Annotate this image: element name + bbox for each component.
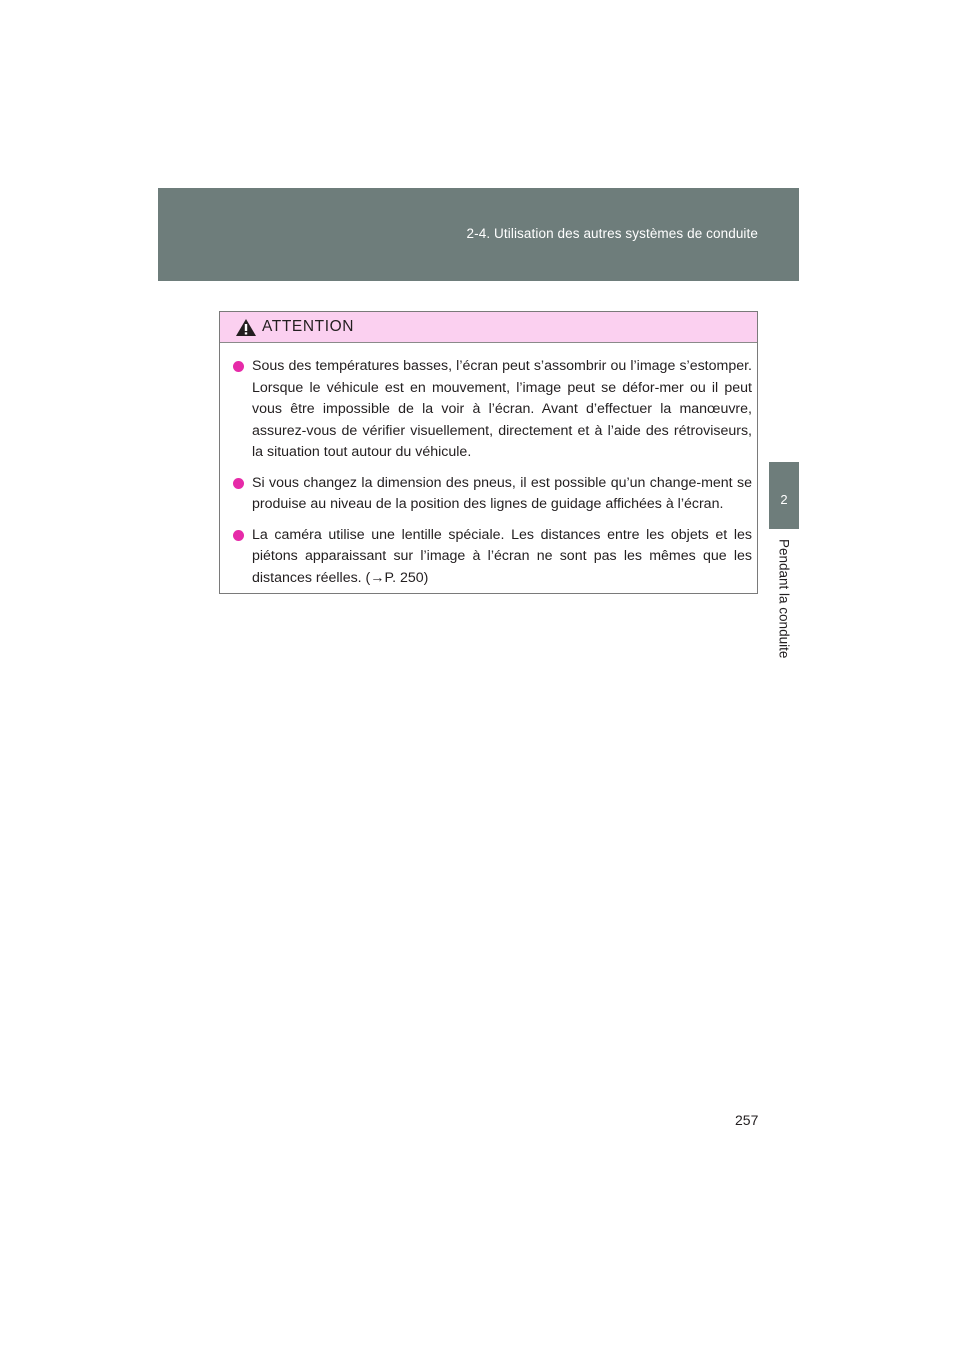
warning-item <box>233 473 752 516</box>
warning-item <box>233 356 752 464</box>
warning-item <box>233 525 752 590</box>
warning-box <box>219 311 758 594</box>
warning-title: ATTENTION <box>262 318 355 335</box>
warning-item-text: La caméra utilise une lentille spéciale. Les distances entre les objets et les piétons apparaissant sur l’image à l’écran ne sont pas les mêmes que les distances réelles. (→P. 250) <box>252 526 752 586</box>
bullet-icon <box>233 361 244 372</box>
chapter-side-label <box>771 539 797 669</box>
warning-item-text: Si vous changez la dimension des pneus, il est possible qu’un change-ment se produise au niveau de la position des lignes de guidage affichées à l’écran. <box>252 474 752 512</box>
warning-list <box>220 343 757 589</box>
chapter-tab <box>769 462 799 529</box>
bullet-icon <box>233 530 244 541</box>
warning-item-text: Sous des températures basses, l’écran peut s’assombrir ou l’image s’estomper. Lorsque le véhicule est en mouvement, l’image peut se défor-mer ou il peut vous être impossible de la voir à l’écran. Avant d’effectuer la manœuvre, assurez-vous de vérifier visuellement, directement et à l’aide des rétroviseurs, la situation tout autour du véhicule. <box>252 358 752 460</box>
header-band <box>158 188 799 281</box>
chapter-label: Pendant la conduite <box>776 539 792 659</box>
chapter-number: 2 <box>780 492 788 507</box>
page-number: 257 <box>735 1112 759 1128</box>
section-title: 2-4. Utilisation des autres systèmes de conduite <box>466 226 758 241</box>
bullet-icon <box>233 478 244 489</box>
warning-header <box>220 312 757 343</box>
warning-triangle-icon <box>235 318 257 337</box>
